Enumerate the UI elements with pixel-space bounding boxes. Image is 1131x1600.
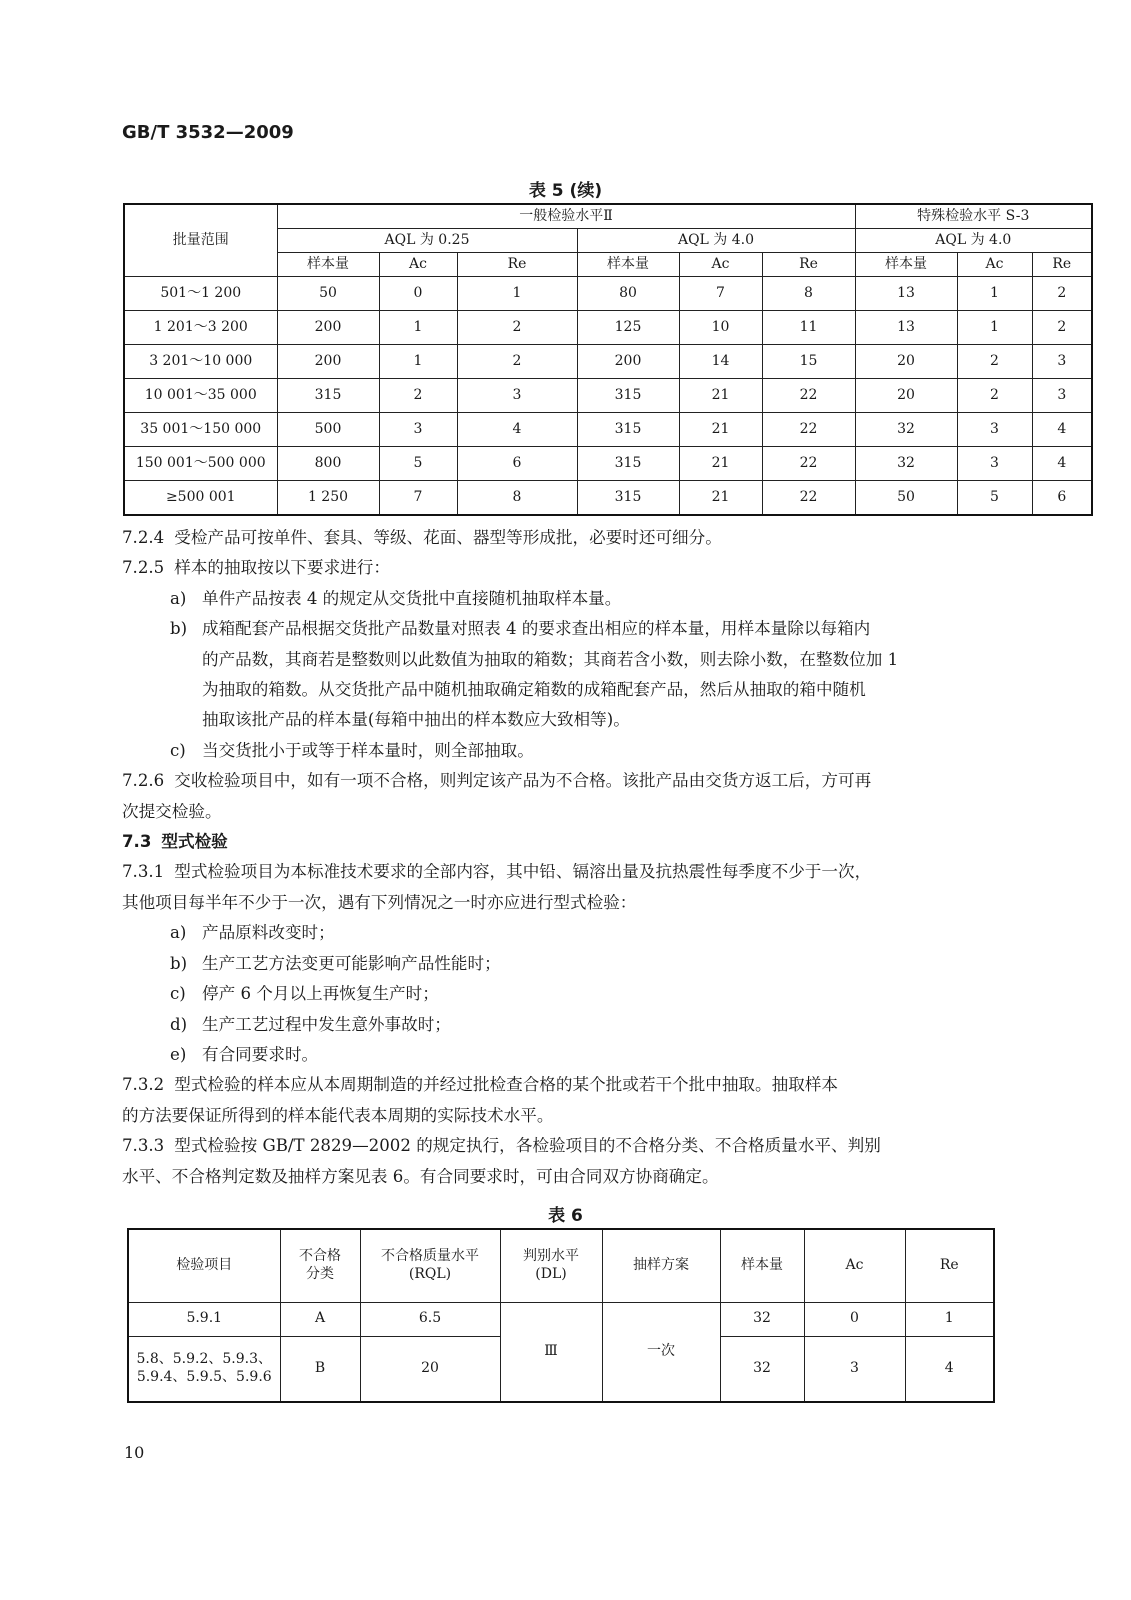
- table-cell: 21: [679, 413, 762, 447]
- table-cell: 1 201～3 200: [124, 311, 277, 345]
- batch-range-header: 批量范围: [124, 204, 277, 277]
- table-cell: 10 001～35 000: [124, 379, 277, 413]
- table-cell: 2: [957, 345, 1032, 379]
- table-cell: 150 001～500 000: [124, 447, 277, 481]
- list-item-continuation: 抽取该批产品的样本量(每箱中抽出的样本数应大致相等)。: [202, 710, 630, 730]
- body-text: [122, 523, 994, 1192]
- list-text: 成箱配套产品根据交货批产品数量对照表 4 的要求查出相应的样本量，用样本量除以每箱内: [202, 619, 871, 639]
- table-cell: 20: [360, 1336, 500, 1402]
- list-label: b): [170, 619, 188, 639]
- table-cell: 3: [1032, 379, 1092, 413]
- table-cell: 22: [762, 481, 855, 516]
- table-cell: 13: [855, 311, 957, 345]
- table-cell: 50: [277, 277, 379, 311]
- table-cell: 8: [762, 277, 855, 311]
- header-line: 不合格质量水平: [381, 1248, 479, 1265]
- table-cell: 5: [379, 447, 457, 481]
- list-label: a): [170, 923, 187, 943]
- table-cell: 2: [1032, 311, 1092, 345]
- table5-caption: 表 5 (续): [528, 181, 603, 201]
- table-cell: 8: [457, 481, 577, 516]
- table-cell: 2: [1032, 277, 1092, 311]
- dl-header: [500, 1229, 602, 1302]
- clause-text: 型式检验按 GB/T 2829—2002 的规定执行，各检验项目的不合格分类、不合格质量水平、判别: [174, 1136, 881, 1156]
- table-cell: 7: [379, 481, 457, 516]
- clause-7-3-3: [122, 1131, 994, 1161]
- table-cell: 50: [855, 481, 957, 516]
- list-text: 停产 6 个月以上再恢复生产时；: [202, 984, 439, 1004]
- clause-number: 7.2.6: [122, 771, 165, 791]
- clause-7-2-6: [122, 766, 994, 796]
- ac-header: Ac: [957, 253, 1032, 277]
- clause-number: 7.3.2: [122, 1075, 165, 1095]
- clause-number: 7.3.1: [122, 862, 165, 882]
- list-label: d): [170, 1014, 188, 1034]
- table-cell: 1: [379, 345, 457, 379]
- table-cell: 200: [277, 311, 379, 345]
- list-text: 生产工艺方法变更可能影响产品性能时；: [202, 953, 501, 973]
- table-cell: 3: [957, 413, 1032, 447]
- clause-7-2-5: [122, 553, 994, 583]
- table-cell: 3: [1032, 345, 1092, 379]
- list-item: [122, 584, 994, 614]
- clause-text: 型式检验项目为本标准技术要求的全部内容，其中铅、镉溶出量及抗热震性每季度不少于一次，: [174, 862, 872, 882]
- clause-text: 样本的抽取按以下要求进行：: [174, 558, 390, 578]
- plan-header: 抽样方案: [602, 1229, 720, 1302]
- table-cell: 20: [855, 379, 957, 413]
- table-cell: 500: [277, 413, 379, 447]
- table6-caption: 表 6: [548, 1206, 583, 1226]
- table-cell: Ⅲ: [500, 1302, 602, 1402]
- table-cell: 315: [577, 413, 679, 447]
- table-row: [124, 277, 1092, 311]
- table-cell: B: [280, 1336, 360, 1402]
- table-cell: 22: [762, 447, 855, 481]
- table-cell: 3: [457, 379, 577, 413]
- table5: [123, 203, 1093, 516]
- re-header: Re: [762, 253, 855, 277]
- table-cell: 501～1 200: [124, 277, 277, 311]
- sample-size-header: 样本量: [277, 253, 379, 277]
- table-cell: 20: [855, 345, 957, 379]
- section-heading: [122, 827, 994, 857]
- table-cell: 21: [679, 379, 762, 413]
- table-cell: 125: [577, 311, 679, 345]
- table-cell: 7: [679, 277, 762, 311]
- table-cell: 6: [457, 447, 577, 481]
- table-cell: 2: [957, 379, 1032, 413]
- list-label: a): [170, 588, 187, 608]
- clause-7-2-4: [122, 523, 994, 553]
- re-header: Re: [457, 253, 577, 277]
- table-cell: 2: [457, 345, 577, 379]
- list-text: 有合同要求时。: [202, 1044, 319, 1064]
- standard-code: GB/T 3532—2009: [122, 122, 294, 143]
- table-cell: 1: [957, 311, 1032, 345]
- table-cell: 21: [679, 447, 762, 481]
- clause-number: 7.3.3: [122, 1136, 165, 1156]
- clause-text: 交收检验项目中，如有一项不合格，则判定该产品为不合格。该批产品由交货方返工后，方可再: [174, 771, 872, 791]
- table-cell: 4: [1032, 413, 1092, 447]
- aql-header: AQL 为 0.25: [277, 229, 577, 253]
- list-label: e): [170, 1044, 187, 1064]
- header-line: (DL): [535, 1265, 567, 1282]
- section-number: 7.3: [122, 832, 152, 852]
- table-cell: 3 201～10 000: [124, 345, 277, 379]
- table-cell: 一次: [602, 1302, 720, 1402]
- list-item-continuation: 的产品数，其商若是整数则以此数值为抽取的箱数；其商若含小数，则去除小数，在整数位加 1: [202, 649, 899, 669]
- clause-7-3-2: [122, 1070, 994, 1100]
- table-cell: 1: [957, 277, 1032, 311]
- aql-header: AQL 为 4.0: [577, 229, 855, 253]
- table-cell: 11: [762, 311, 855, 345]
- list-text: 单件产品按表 4 的规定从交货批中直接随机抽取样本量。: [202, 588, 622, 608]
- list-item: [122, 979, 994, 1009]
- table-cell: 2: [379, 379, 457, 413]
- header-line: 判别水平: [523, 1248, 579, 1265]
- table-cell: 80: [577, 277, 679, 311]
- header-line: 不合格: [299, 1248, 341, 1265]
- table-cell: 800: [277, 447, 379, 481]
- table-cell: 10: [679, 311, 762, 345]
- table-cell: 32: [855, 413, 957, 447]
- list-text: 产品原料改变时；: [202, 923, 335, 943]
- list-text: 当交货批小于或等于样本量时，则全部抽取。: [202, 740, 534, 760]
- clause-7-3-1: [122, 857, 994, 887]
- table-cell: 1: [379, 311, 457, 345]
- table-cell: [128, 1336, 280, 1402]
- table-cell: 22: [762, 413, 855, 447]
- cell-line: 5.9.4、5.9.5、5.9.6: [136, 1368, 272, 1385]
- table-cell: 2: [457, 311, 577, 345]
- table-cell: 32: [720, 1336, 804, 1402]
- table-cell: 21: [679, 481, 762, 516]
- clause-continuation: 次提交检验。: [122, 801, 222, 821]
- item-header: 检验项目: [128, 1229, 280, 1302]
- clause-text: 型式检验的样本应从本周期制造的并经过批检查合格的某个批或若干个批中抽取。抽取样本: [174, 1075, 838, 1095]
- ac-header: Ac: [379, 253, 457, 277]
- table-cell: 200: [577, 345, 679, 379]
- table-cell: 0: [804, 1302, 905, 1336]
- table-row: [124, 481, 1092, 516]
- table-cell: 6: [1032, 481, 1092, 516]
- table-cell: 5: [957, 481, 1032, 516]
- table-cell: 0: [379, 277, 457, 311]
- table-cell: 1 250: [277, 481, 379, 516]
- table-cell: 5.9.1: [128, 1302, 280, 1336]
- general-level-header: 一般检验水平Ⅱ: [277, 204, 855, 229]
- clause-continuation: 其他项目每半年不少于一次，遇有下列情况之一时亦应进行型式检验：: [122, 892, 637, 912]
- table-cell: ≥500 001: [124, 481, 277, 516]
- condition-list: [122, 918, 994, 1070]
- list-text: 生产工艺过程中发生意外事故时；: [202, 1014, 451, 1034]
- rql-header: [360, 1229, 500, 1302]
- header-line: 分类: [306, 1265, 334, 1282]
- table-cell: 32: [855, 447, 957, 481]
- re-header: Re: [905, 1229, 994, 1302]
- table-row: [124, 447, 1092, 481]
- sample-size-header: 样本量: [720, 1229, 804, 1302]
- table-cell: 4: [905, 1336, 994, 1402]
- clause-continuation: 的方法要保证所得到的样本能代表本周期的实际技术水平。: [122, 1105, 554, 1125]
- list-label: b): [170, 953, 188, 973]
- table-cell: 315: [577, 481, 679, 516]
- table-cell: 6.5: [360, 1302, 500, 1336]
- table-cell: 200: [277, 345, 379, 379]
- table-cell: 4: [1032, 447, 1092, 481]
- header-line: (RQL): [408, 1265, 452, 1282]
- class-header: [280, 1229, 360, 1302]
- list-item-continuation: 为抽取的箱数。从交货批产品中随机抽取确定箱数的成箱配套产品，然后从抽取的箱中随机: [202, 680, 866, 700]
- section-title: 型式检验: [161, 832, 228, 852]
- list-item: [122, 1040, 994, 1070]
- table-cell: 3: [379, 413, 457, 447]
- table-cell: 315: [277, 379, 379, 413]
- list-label: c): [170, 740, 186, 760]
- table-cell: 315: [577, 447, 679, 481]
- special-level-header: 特殊检验水平 S-3: [855, 204, 1092, 229]
- sample-size-header: 样本量: [855, 253, 957, 277]
- table-row: [124, 379, 1092, 413]
- clause-continuation: 水平、不合格判定数及抽样方案见表 6。有合同要求时，可由合同双方协商确定。: [122, 1166, 719, 1186]
- page-number: 10: [124, 1443, 145, 1462]
- table-cell: 15: [762, 345, 855, 379]
- table-cell: 35 001～150 000: [124, 413, 277, 447]
- table-row: [124, 413, 1092, 447]
- clause-number: 7.2.5: [122, 558, 165, 578]
- table-row: [124, 311, 1092, 345]
- table6: [127, 1228, 995, 1403]
- list-item: [122, 949, 994, 979]
- table-cell: 315: [577, 379, 679, 413]
- table-cell: 22: [762, 379, 855, 413]
- table-cell: 4: [457, 413, 577, 447]
- clause-text: 受检产品可按单件、套具、等级、花面、器型等形成批，必要时还可细分。: [174, 528, 722, 547]
- table-cell: 32: [720, 1302, 804, 1336]
- re-header: Re: [1032, 253, 1092, 277]
- table-cell: 14: [679, 345, 762, 379]
- list-item: [122, 614, 994, 644]
- list-label: c): [170, 984, 186, 1004]
- table-cell: 1: [905, 1302, 994, 1336]
- table-cell: 1: [457, 277, 577, 311]
- list-item: [122, 918, 994, 948]
- aql-header: AQL 为 4.0: [855, 229, 1092, 253]
- cell-line: 5.8、5.9.2、5.9.3、: [136, 1351, 272, 1368]
- table-cell: A: [280, 1302, 360, 1336]
- list-item: [122, 736, 994, 766]
- sample-size-header: 样本量: [577, 253, 679, 277]
- ac-header: Ac: [679, 253, 762, 277]
- table-cell: 3: [957, 447, 1032, 481]
- list-item: [122, 1010, 994, 1040]
- table-cell: 13: [855, 277, 957, 311]
- ac-header: Ac: [804, 1229, 905, 1302]
- table-row: [124, 345, 1092, 379]
- table-cell: 3: [804, 1336, 905, 1402]
- clause-number: 7.2.4: [122, 528, 165, 547]
